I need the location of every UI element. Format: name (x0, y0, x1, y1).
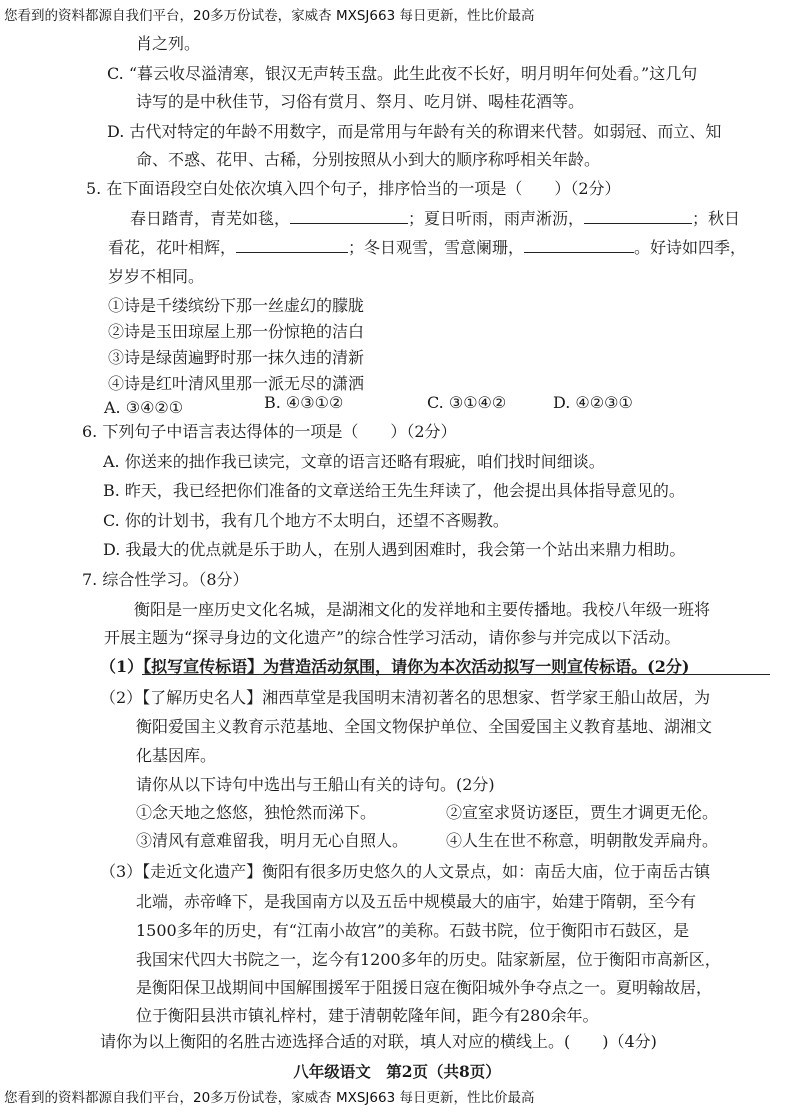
q5-passage-spring: 春日踏青，青芜如毯， (130, 209, 291, 228)
q7-part3-line5: 是衡阳保卫战期间中国解围援军于阻援日寇在衡阳城外争夺点之一。夏明翰故居， (136, 978, 713, 997)
answer-blank[interactable] (236, 238, 348, 253)
page-footer: 八年级语文 第2页（共8页） (293, 1062, 501, 1081)
q4-option-c-line1: C. “暮云收尽溢清寒，银汉无声转玉盘。此生此夜不长好，明月明年何处看。”这几句 (107, 64, 698, 83)
q7-part2-question: 请你从以下诗句中选出与王船山有关的诗句。(2分) (136, 775, 495, 794)
q7-part1-slogan: （1）【拟写宣传标语】为营造活动氛围，请你为本次活动拟写一则宣传标语。(2分) (100, 657, 690, 676)
q7-part2-line3: 化基因库。 (136, 746, 217, 765)
q7-part2-line2: 衡阳爱国主义教育示范基地、全国文物保护单位、全国爱国主义教育基地、湖湘文 (136, 717, 713, 736)
q4-option-b-continued: 肖之列。 (136, 34, 201, 53)
q5-passage-line3: 岁岁不相同。 (108, 267, 205, 286)
q4-option-d-line2: 命、不惑、花甲、古稀，分别按照从小到大的顺序称呼相关年龄。 (136, 150, 601, 169)
q7-part3-question: 请你为以上衡阳的名胜古迹选择合适的对联，填人对应的横线上。( )（4分) (100, 1032, 657, 1051)
bottom-banner: 您看到的资料都源自我们平台，20多万份试卷，家威杏 MXSJ663 每日更新，性比价最高 (4, 1090, 535, 1106)
q6-option-d: D. 我最大的优点就是乐于助人，在别人遇到困难时，我会第一个站出来鼎力相助。 (103, 540, 686, 559)
q6-option-b: B. 昨天，我已经把你们准备的文章送给王先生拜读了，他会提出具体指导意见的。 (103, 481, 685, 500)
answer-line[interactable] (142, 674, 770, 675)
q5-sentence-1: ①诗是千缕缤纷下那一丝虚幻的朦胧 (108, 296, 365, 315)
q4-option-c-line2: 诗写的是中秋佳节，习俗有赏月、祭月、吃月饼、喝桂花酒等。 (136, 92, 585, 111)
q5-passage-line1 (130, 209, 740, 229)
q7-part3-line1: （3）【走近文化遗产】衡阳有很多历史悠久的人文景点，如：南岳大庙，位于南岳古镇 (100, 862, 711, 881)
q6-option-a: A. 你送来的拙作我已读完，文章的语言还略有瑕疵，咱们找时间细谈。 (103, 452, 605, 471)
q7-poem-2: ②宣室求贤访逐臣，贾生才调更无伦。 (446, 803, 719, 822)
q6-option-c: C. 你的计划书，我有几个地方不太明白，还望不吝赐教。 (103, 511, 509, 530)
q7-poem-4: ④人生在世不称意，明朝散发弄扁舟。 (446, 831, 719, 850)
q7-stem: 7. 综合性学习。（8分） (82, 570, 249, 589)
q5-passage-winter: ；冬日观雪，雪意阑珊， (348, 238, 525, 257)
q5-option-d: D. ④②③① (553, 393, 633, 412)
q7-intro-line1: 衡阳是一座历史文化名城，是湖湘文化的发祥地和主要传播地。我校八年级一班将 (134, 600, 711, 619)
top-banner: 您看到的资料都源自我们平台，20多万份试卷，家威杏 MXSJ663 每日更新，性比价最高 (4, 8, 535, 24)
answer-blank[interactable] (584, 209, 692, 224)
q5-sentence-3: ③诗是绿茵遍野时那一抹久违的清新 (108, 348, 365, 367)
q7-part3-line3: 1500多年的历史，有“江南小故宫”的美称。石鼓书院，位于衡阳市石鼓区，是 (136, 921, 690, 940)
q5-passage-summer: ；夏日听雨，雨声淅沥， (408, 209, 585, 228)
q5-option-c: C. ③①④② (427, 393, 507, 412)
q5-option-b: B. ④③①② (264, 393, 344, 412)
q5-passage-line2 (108, 238, 746, 258)
q7-part3-line6: 位于衡阳县洪市镇礼梓村，建于清朝乾隆年间，距今有280余年。 (136, 1006, 599, 1025)
q7-part3-line2: 北端，赤帝峰下，是我国南方以及五岳中规模最大的庙宇，始建于隋朝，至今有 (136, 892, 697, 911)
q5-option-a: A. ③④②① (104, 398, 184, 417)
q4-option-d-line1: D. 古代对特定的年龄不用数字，而是常用与年龄有关的称谓来代替。如弱冠、而立、知 (107, 122, 722, 141)
q6-stem: 6. 下列句子中语言表达得体的一项是（ ）（2分） (82, 422, 457, 441)
q5-sentence-2: ②诗是玉田琼屋上那一份惊艳的洁白 (108, 322, 365, 341)
q5-stem: 5. 在下面语段空白处依次填入四个句子，排序恰当的一项是（ ）（2分） (86, 179, 621, 198)
q7-poem-3: ③清风有意难留我，明月无心自照人。 (136, 831, 409, 850)
q7-part3-line4: 我国宋代四大书院之一，迄今有1200多年的历史。陆家新屋，位于衡阳市高新区， (136, 950, 721, 969)
q5-passage-flowers: 看花，花叶相辉， (108, 238, 237, 257)
q7-part2-line1: （2）【了解历史名人】湘西草堂是我国明末清初著名的思想家、哲学家王船山故居，为 (100, 688, 711, 707)
q5-sentence-4: ④诗是红叶清风里那一派无尽的潇洒 (108, 374, 365, 393)
q7-intro-line2: 开展主题为“探寻身边的文化遗产”的综合性学习活动，请你参与并完成以下活动。 (104, 628, 681, 647)
q5-passage-autumn: ；秋日 (692, 209, 741, 228)
answer-blank[interactable] (524, 238, 634, 253)
answer-blank[interactable] (290, 209, 408, 224)
q5-passage-seasons: 。好诗如四季， (634, 238, 747, 257)
q7-poem-1: ①念天地之悠悠，独怆然而涕下。 (136, 803, 377, 822)
